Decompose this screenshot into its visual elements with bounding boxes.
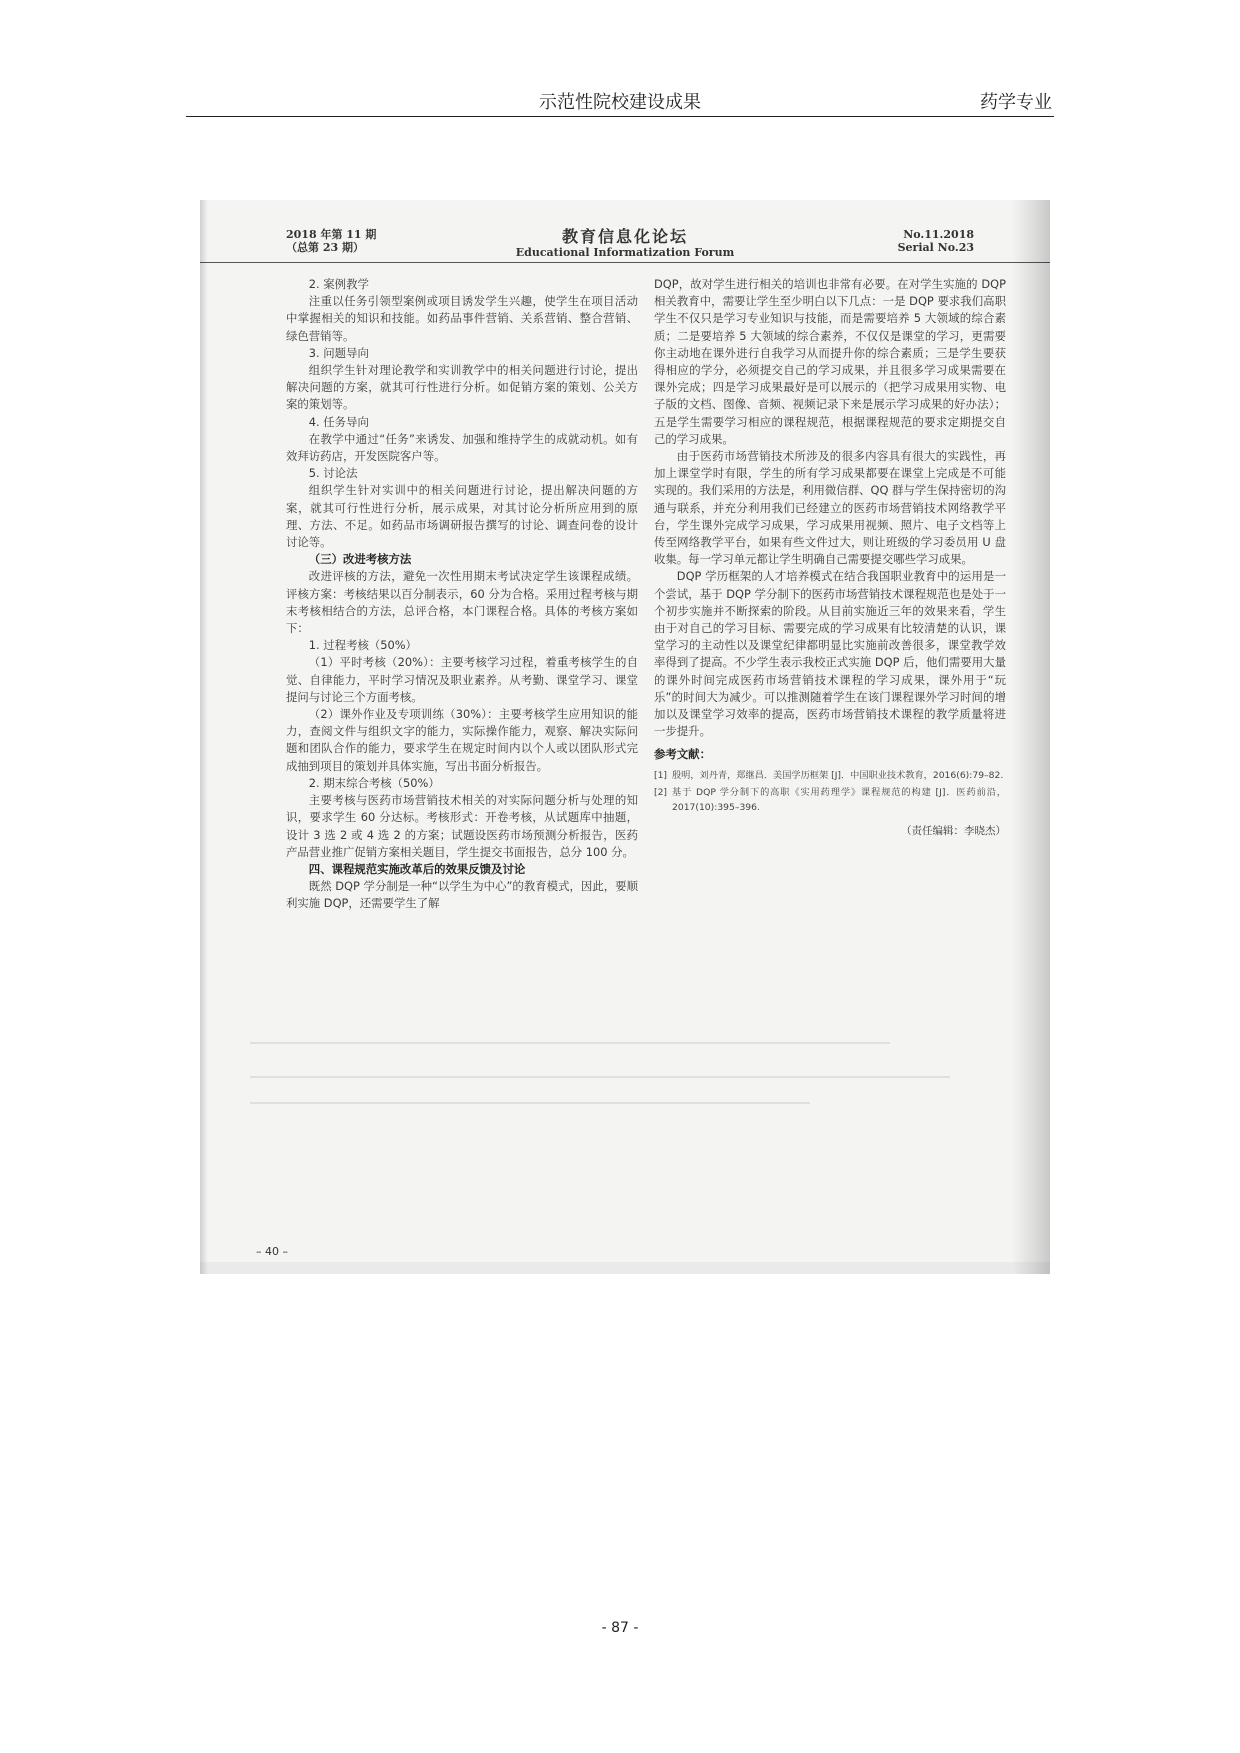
journal-number-info — [898, 228, 974, 254]
reference-text: 殷明，刘丹青，郑继昌．美国学历框架 [J]．中国职业技术教育，2016(6):79–82. — [672, 769, 1004, 781]
page-number: - 87 - — [601, 1620, 639, 1636]
body-paragraph: 主要考核与医药市场营销技术相关的对实际问题分析与处理的知识，要求学生 60 分达标。考核形式：开卷考核，从试题库中抽题，设计 3 选 2 或 4 选 2 的方案；试题设医药市场预测分析报告，医药产品营业推广促销方案相关题目，学生提交书面报告，总分 100 分。 — [286, 793, 638, 859]
body-paragraph: DQP，故对学生进行相关的培训也非常有必要。在对学生实施的 DQP 相关教育中，需要让学生至少明白以下几点：一是 DQP 要求我们高职学生不仅只是学习专业知识与技能，而是需要培养 5 大领域的综合素质；二是要培养 5 大领域的综合素养，不仅仅是课堂的学习，更需要你主动地在课外进行自我学习从而提升你的综合素质；三是学生要获得相应的学分，必须提交自己的学习成果，并且很多学习成果需要在课外完成；四是学习成果最好是可以展示的（把学习成果用实物、电子版的文档、图像、音频、视频记录下来是展示学习成果的好办法）；五是学生需要学习相应的课程规范，根据课程规范的要求定期提交自己的学习成果。 — [654, 277, 1006, 446]
body-paragraph: （2）课外作业及专项训练（30%）：主要考核学生应用知识的能力，查阅文件与组织文字的能力，实际操作能力，观察、解决实际问题和团队合作的能力，要求学生在规定时间内以个人或以团队形式完成抽到项目的策划并具体实施，写出书面分析报告。 — [286, 707, 638, 773]
journal-header — [200, 228, 1050, 263]
header-right-title: 药学专业 — [980, 92, 1052, 113]
section-heading: 四、课程规范实施改革后的效果反馈及讨论 — [308, 861, 526, 876]
bleed-through-line — [250, 1042, 890, 1044]
journal-issue-line: 2018 年第 11 期 — [286, 228, 377, 241]
body-paragraph: 注重以任务引领型案例或项目诱发学生兴趣，使学生在项目活动中掌握相关的知识和技能。如药品事件营销、关系营销、整合营销、绿色营销等。 — [286, 294, 638, 343]
scan-left-shadow — [200, 200, 208, 1274]
scanned-journal-page — [200, 200, 1050, 1274]
reference-number: [2] — [654, 786, 668, 798]
body-paragraph: 改进评核的方法，避免一次性用期末考试决定学生该课程成绩。评核方案：考核结果以百分制表示，60 分为合格。采用过程考核与期末考核相结合的方法，总评合格，本门课程合格。具体的考核方案如下： — [286, 569, 638, 636]
body-paragraph: 由于医药市场营销技术所涉及的很多内容具有很大的实践性，再加上课堂学时有限，学生的所有学习成果都要在课堂上完成是不可能实现的。我们采用的方法是，利用微信群、QQ 群与学生保持密切的沟通与联系，并充分利用我们已经建立的医药市场营销技术网络教学平台，学生课外完成学习成果，学习成果用视频、照片、电子文档等上传至网络教学平台，如果有些文件过大，则让班级的学习委员用 U 盘收集。每一学习单元都让学生明确自己需要提交哪些学习成果。 — [654, 449, 1006, 567]
header-center-title: 示范性院校建设成果 — [539, 92, 701, 113]
body-paragraph: 在教学中通过“任务”来诱发、加强和维持学生的成就动机。如有效拜访药店，开发医院客户等。 — [286, 431, 638, 464]
scan-page-number: – 40 – — [256, 1245, 288, 1258]
right-text-column — [654, 276, 1006, 840]
subsection-heading: 2. 案例教学 — [308, 277, 369, 291]
left-text-column — [286, 276, 638, 913]
journal-title-cn: 教育信息化论坛 — [561, 227, 688, 246]
scan-binding-shadow — [1012, 200, 1050, 1274]
bleed-through-line — [250, 1076, 950, 1078]
editor-credit: （责任编辑：李晓杰） — [901, 824, 1006, 837]
section-heading: （三）改进考核方法 — [308, 552, 412, 567]
subsection-heading: 3. 问题导向 — [308, 345, 369, 360]
reference-text: 基于 DQP 学分制下的高职《实用药理学》课程规范的构建 [J]．医药前沿，2017(10):395–396. — [672, 786, 1006, 813]
reference-item — [654, 785, 1006, 815]
body-paragraph: 组织学生针对理论教学和实训教学中的相关问题进行讨论，提出解决问题的方案，就其可行性进行分析。如促销方案的策划、公关方案的策划等。 — [286, 363, 638, 412]
reference-list — [654, 768, 1006, 815]
references-title: 参考文献： — [654, 747, 711, 762]
bleed-through-line — [250, 1102, 810, 1104]
right-column-paragraphs — [654, 276, 1006, 740]
body-paragraph: 既然 DQP 学分制是一种“以学生为中心”的教育模式，因此，要顺利实施 DQP，还需要学生了解 — [286, 879, 638, 911]
subsection-heading: 5. 讨论法 — [308, 466, 358, 481]
journal-number-line: No.11.2018 — [903, 228, 974, 241]
journal-serial-number-line: Serial No.23 — [897, 241, 974, 254]
subsection-heading: 4. 任务导向 — [308, 414, 369, 429]
body-paragraph: DQP 学历框架的人才培养模式在结合我国职业教育中的运用是一个尝试，基于 DQP 学分制下的医药市场营销技术课程规范也是处于一个初步实施并不断探索的阶段。从目前实施近三年的效果来看，学生由于对自己的学习目标、需要完成的学习成果有比较清楚的认识，课堂学习的主动性以及课堂纪律都明显比实施前改善很多，课堂教学效率得到了提高。不少学生表示我校正式实施 DQP 后，他们需要用大量的课外时间完成医药市场营销技术课程的学习成果，课外用于“玩乐”的时间大为减少。可以推测随着学生在该门课程课外学习时间的增加以及课堂学习效率的提高，医药市场营销技术课程的教学质量将进一步提升。 — [654, 569, 1006, 739]
body-paragraph: （1）平时考核（20%）：主要考核学习过程，着重考核学生的自觉、自律能力，平时学习情况及职业素养。从考勤、课堂学习、课堂提问与讨论三个方面考核。 — [286, 655, 638, 704]
journal-title-en: Educational Informatization Forum — [515, 246, 735, 259]
subsection-heading: 2. 期末综合考核（50%） — [308, 775, 440, 790]
body-paragraph: 组织学生针对实训中的相关问题进行讨论，提出解决问题的方案，就其可行性进行分析，展示成果，对其讨论分析所应用到的原理、方法、不足。如药品市场调研报告撰写的讨论、调查问卷的设计讨论等。 — [286, 483, 638, 550]
scan-bottom-edge — [200, 1262, 1050, 1274]
journal-serial-line: （总第 23 期） — [286, 241, 364, 254]
subsection-heading: 1. 过程考核（50%） — [308, 638, 417, 653]
reference-number: [1] — [654, 769, 668, 781]
page-header — [186, 84, 1054, 117]
reference-item — [654, 768, 1006, 783]
